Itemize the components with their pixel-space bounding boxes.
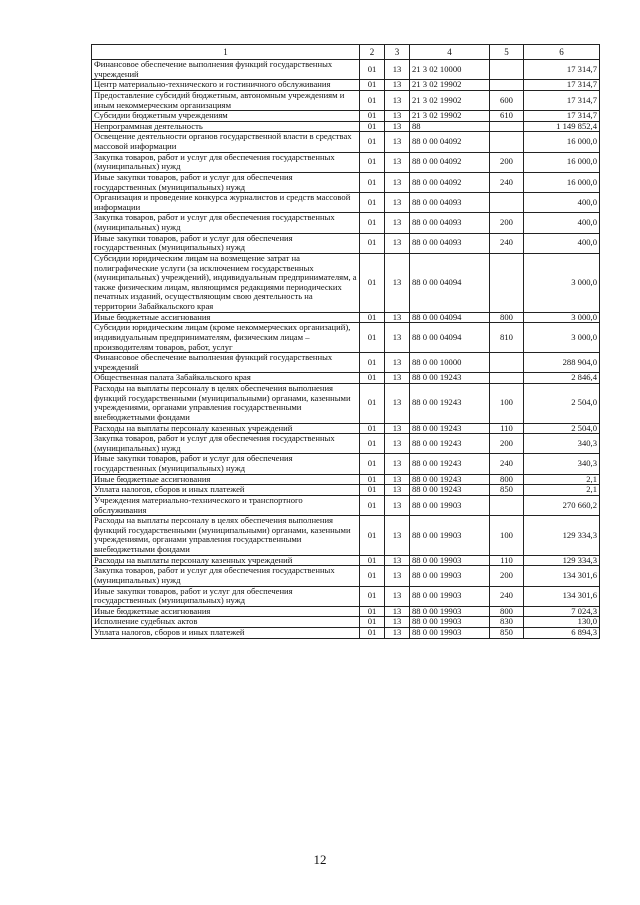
cell-target-article: 21 3 02 10000 — [410, 60, 490, 80]
table-row — [92, 172, 600, 192]
cell-subsection: 13 — [385, 628, 410, 639]
cell-amount: 340,3 — [524, 434, 600, 454]
cell-name: Закупка товаров, работ и услуг для обеспечения государственных (муниципальных) нужд — [92, 566, 360, 586]
cell-target-article: 88 0 00 19243 — [410, 423, 490, 434]
header-col-section: 2 — [360, 45, 385, 60]
cell-section: 01 — [360, 60, 385, 80]
cell-section: 01 — [360, 111, 385, 122]
cell-expense-type — [490, 253, 524, 312]
cell-name: Освещение деятельности органов государственной власти в средствах массовой информации — [92, 132, 360, 152]
cell-target-article: 88 0 00 19903 — [410, 617, 490, 628]
cell-target-article: 88 0 00 19243 — [410, 434, 490, 454]
cell-section: 01 — [360, 423, 385, 434]
cell-amount: 134 301,6 — [524, 586, 600, 606]
cell-amount: 129 334,3 — [524, 555, 600, 566]
cell-name: Субсидии юридическим лицам (кроме некоммерческих организаций), индивидуальным предпринимателям, физическим лицам – производителям товаров, работ, услуг — [92, 323, 360, 353]
cell-expense-type: 800 — [490, 606, 524, 617]
cell-amount: 2 504,0 — [524, 423, 600, 434]
cell-name: Иные бюджетные ассигнования — [92, 606, 360, 617]
cell-section: 01 — [360, 474, 385, 485]
cell-expense-type: 240 — [490, 172, 524, 192]
table-row — [92, 423, 600, 434]
cell-subsection: 13 — [385, 434, 410, 454]
cell-name: Непрограммная деятельность — [92, 121, 360, 132]
cell-section: 01 — [360, 90, 385, 110]
page-number: 12 — [313, 852, 327, 867]
cell-target-article: 88 0 00 19243 — [410, 373, 490, 384]
cell-expense-type: 850 — [490, 485, 524, 496]
cell-subsection: 13 — [385, 586, 410, 606]
cell-amount: 16 000,0 — [524, 152, 600, 172]
cell-expense-type: 200 — [490, 152, 524, 172]
cell-expense-type — [490, 121, 524, 132]
cell-name: Общественная палата Забайкальского края — [92, 373, 360, 384]
cell-subsection: 13 — [385, 111, 410, 122]
cell-subsection: 13 — [385, 193, 410, 213]
cell-subsection: 13 — [385, 566, 410, 586]
cell-name: Уплата налогов, сборов и иных платежей — [92, 485, 360, 496]
table-row — [92, 628, 600, 639]
cell-subsection: 13 — [385, 474, 410, 485]
cell-amount: 16 000,0 — [524, 132, 600, 152]
cell-amount: 2,1 — [524, 485, 600, 496]
table-row — [92, 111, 600, 122]
cell-amount: 6 894,3 — [524, 628, 600, 639]
cell-section: 01 — [360, 233, 385, 253]
table-row — [92, 60, 600, 80]
cell-subsection: 13 — [385, 373, 410, 384]
cell-subsection: 13 — [385, 312, 410, 323]
cell-section: 01 — [360, 121, 385, 132]
cell-target-article: 21 3 02 19902 — [410, 111, 490, 122]
cell-subsection: 13 — [385, 80, 410, 91]
table-row — [92, 193, 600, 213]
cell-expense-type: 240 — [490, 586, 524, 606]
cell-expense-type: 110 — [490, 423, 524, 434]
cell-name: Закупка товаров, работ и услуг для обеспечения государственных (муниципальных) нужд — [92, 213, 360, 233]
cell-expense-type — [490, 60, 524, 80]
cell-expense-type: 610 — [490, 111, 524, 122]
cell-name: Иные бюджетные ассигнования — [92, 474, 360, 485]
cell-amount: 400,0 — [524, 213, 600, 233]
cell-target-article: 88 0 00 19243 — [410, 454, 490, 474]
cell-section: 01 — [360, 617, 385, 628]
table-row — [92, 606, 600, 617]
cell-name: Закупка товаров, работ и услуг для обеспечения государственных (муниципальных) нужд — [92, 434, 360, 454]
cell-section: 01 — [360, 323, 385, 353]
cell-section: 01 — [360, 495, 385, 515]
cell-subsection: 13 — [385, 213, 410, 233]
cell-name: Иные закупки товаров, работ и услуг для обеспечения государственных (муниципальных) нужд — [92, 454, 360, 474]
cell-amount: 288 904,0 — [524, 353, 600, 373]
cell-amount: 17 314,7 — [524, 111, 600, 122]
table-row — [92, 434, 600, 454]
cell-subsection: 13 — [385, 121, 410, 132]
cell-amount: 134 301,6 — [524, 566, 600, 586]
header-col-name: 1 — [92, 45, 360, 60]
cell-section: 01 — [360, 353, 385, 373]
cell-amount: 17 314,7 — [524, 80, 600, 91]
table-row — [92, 566, 600, 586]
cell-name: Центр материально-технического и гостиничного обслуживания — [92, 80, 360, 91]
cell-name: Закупка товаров, работ и услуг для обеспечения государственных (муниципальных) нужд — [92, 152, 360, 172]
table-row — [92, 353, 600, 373]
cell-name: Расходы на выплаты персоналу казенных учреждений — [92, 423, 360, 434]
cell-amount: 2 504,0 — [524, 384, 600, 424]
cell-expense-type: 240 — [490, 233, 524, 253]
cell-target-article: 88 0 00 19903 — [410, 628, 490, 639]
cell-target-article: 88 0 00 04093 — [410, 213, 490, 233]
cell-expense-type — [490, 495, 524, 515]
cell-subsection: 13 — [385, 555, 410, 566]
cell-target-article: 88 0 00 19903 — [410, 566, 490, 586]
cell-expense-type: 110 — [490, 555, 524, 566]
cell-amount: 400,0 — [524, 233, 600, 253]
cell-subsection: 13 — [385, 423, 410, 434]
cell-section: 01 — [360, 516, 385, 556]
table-row — [92, 323, 600, 353]
cell-name: Финансовое обеспечение выполнения функций государственных учреждений — [92, 353, 360, 373]
header-col-expense-type: 5 — [490, 45, 524, 60]
cell-amount: 3 000,0 — [524, 253, 600, 312]
cell-section: 01 — [360, 80, 385, 91]
cell-expense-type: 200 — [490, 434, 524, 454]
table-body — [92, 60, 600, 639]
cell-target-article: 21 3 02 19902 — [410, 90, 490, 110]
table-row — [92, 90, 600, 110]
header-col-amount: 6 — [524, 45, 600, 60]
cell-name: Иные закупки товаров, работ и услуг для обеспечения государственных (муниципальных) нужд — [92, 233, 360, 253]
table-row — [92, 555, 600, 566]
cell-expense-type: 600 — [490, 90, 524, 110]
cell-section: 01 — [360, 485, 385, 496]
cell-target-article: 88 0 00 04092 — [410, 172, 490, 192]
cell-subsection: 13 — [385, 516, 410, 556]
cell-name: Расходы на выплаты персоналу казенных учреждений — [92, 555, 360, 566]
cell-subsection: 13 — [385, 132, 410, 152]
cell-section: 01 — [360, 606, 385, 617]
table-row — [92, 80, 600, 91]
cell-subsection: 13 — [385, 152, 410, 172]
cell-target-article: 88 0 00 19903 — [410, 586, 490, 606]
cell-amount: 340,3 — [524, 454, 600, 474]
cell-amount: 17 314,7 — [524, 60, 600, 80]
cell-name: Исполнение судебных актов — [92, 617, 360, 628]
cell-expense-type — [490, 80, 524, 91]
table-row — [92, 516, 600, 556]
cell-expense-type — [490, 132, 524, 152]
cell-amount: 129 334,3 — [524, 516, 600, 556]
cell-section: 01 — [360, 312, 385, 323]
cell-expense-type: 100 — [490, 516, 524, 556]
cell-section: 01 — [360, 172, 385, 192]
table-row — [92, 373, 600, 384]
cell-expense-type: 800 — [490, 474, 524, 485]
cell-amount: 2 846,4 — [524, 373, 600, 384]
table-row — [92, 384, 600, 424]
table-row — [92, 495, 600, 515]
header-row — [92, 45, 600, 60]
cell-target-article: 88 0 00 19243 — [410, 384, 490, 424]
cell-section: 01 — [360, 434, 385, 454]
header-col-subsection: 3 — [385, 45, 410, 60]
cell-amount: 16 000,0 — [524, 172, 600, 192]
cell-target-article: 88 0 00 19903 — [410, 495, 490, 515]
cell-target-article: 88 0 00 19903 — [410, 516, 490, 556]
cell-expense-type — [490, 193, 524, 213]
cell-target-article: 88 0 00 04094 — [410, 312, 490, 323]
cell-amount: 400,0 — [524, 193, 600, 213]
table-row — [92, 312, 600, 323]
cell-amount: 130,0 — [524, 617, 600, 628]
cell-name: Финансовое обеспечение выполнения функций государственных учреждений — [92, 60, 360, 80]
cell-target-article: 88 0 00 19903 — [410, 555, 490, 566]
cell-target-article: 88 0 00 04094 — [410, 323, 490, 353]
cell-target-article: 88 0 00 04093 — [410, 233, 490, 253]
table-row — [92, 152, 600, 172]
table-row — [92, 617, 600, 628]
cell-name: Расходы на выплаты персоналу в целях обеспечения выполнения функций государственными (муниципальными) органами, казенными учреждениями, органами управления государственными внебюджетными фондами — [92, 384, 360, 424]
cell-section: 01 — [360, 628, 385, 639]
table-row — [92, 485, 600, 496]
cell-expense-type: 830 — [490, 617, 524, 628]
cell-subsection: 13 — [385, 233, 410, 253]
header-col-target-article: 4 — [410, 45, 490, 60]
budget-table — [91, 44, 600, 639]
cell-target-article: 88 — [410, 121, 490, 132]
cell-subsection: 13 — [385, 90, 410, 110]
table-row — [92, 213, 600, 233]
cell-amount: 270 660,2 — [524, 495, 600, 515]
cell-subsection: 13 — [385, 495, 410, 515]
cell-subsection: 13 — [385, 606, 410, 617]
cell-amount: 7 024,3 — [524, 606, 600, 617]
table-header — [92, 45, 600, 60]
cell-section: 01 — [360, 566, 385, 586]
cell-subsection: 13 — [385, 617, 410, 628]
cell-name: Иные бюджетные ассигнования — [92, 312, 360, 323]
cell-amount: 2,1 — [524, 474, 600, 485]
cell-subsection: 13 — [385, 485, 410, 496]
cell-name: Организация и проведение конкурса журналистов и средств массовой информации — [92, 193, 360, 213]
cell-target-article: 88 0 00 19903 — [410, 606, 490, 617]
cell-expense-type: 100 — [490, 384, 524, 424]
cell-expense-type: 240 — [490, 454, 524, 474]
cell-section: 01 — [360, 586, 385, 606]
cell-target-article: 88 0 00 04092 — [410, 152, 490, 172]
cell-target-article: 88 0 00 10000 — [410, 353, 490, 373]
cell-subsection: 13 — [385, 253, 410, 312]
cell-target-article: 88 0 00 04094 — [410, 253, 490, 312]
cell-subsection: 13 — [385, 60, 410, 80]
cell-name: Расходы на выплаты персоналу в целях обеспечения выполнения функций государственными (муниципальными) органами, казенными учреждениями, органами управления государственными внебюджетными фондами — [92, 516, 360, 556]
cell-section: 01 — [360, 213, 385, 233]
cell-section: 01 — [360, 454, 385, 474]
cell-expense-type — [490, 353, 524, 373]
cell-section: 01 — [360, 152, 385, 172]
cell-expense-type — [490, 373, 524, 384]
cell-name: Иные закупки товаров, работ и услуг для обеспечения государственных (муниципальных) нужд — [92, 586, 360, 606]
cell-target-article: 21 3 02 19902 — [410, 80, 490, 91]
cell-name: Уплата налогов, сборов и иных платежей — [92, 628, 360, 639]
cell-section: 01 — [360, 253, 385, 312]
table-row — [92, 454, 600, 474]
cell-amount: 1 149 852,4 — [524, 121, 600, 132]
cell-target-article: 88 0 00 19243 — [410, 474, 490, 485]
table-row — [92, 233, 600, 253]
cell-expense-type: 810 — [490, 323, 524, 353]
cell-amount: 3 000,0 — [524, 312, 600, 323]
cell-expense-type: 200 — [490, 566, 524, 586]
cell-section: 01 — [360, 555, 385, 566]
cell-name: Субсидии юридическим лицам на возмещение затрат на полиграфические услуги (за исключением государственных (муниципальных) учреждений), индивидуальным предпринимателям, а также физическим лицам, являющимся редакциями периодических печатных изданий, осуществляющим свою деятельность на территории Забайкальского края — [92, 253, 360, 312]
cell-section: 01 — [360, 132, 385, 152]
cell-section: 01 — [360, 373, 385, 384]
cell-expense-type: 850 — [490, 628, 524, 639]
cell-name: Субсидии бюджетным учреждениям — [92, 111, 360, 122]
table-row — [92, 132, 600, 152]
cell-subsection: 13 — [385, 454, 410, 474]
cell-section: 01 — [360, 193, 385, 213]
cell-name: Учреждения материально-технического и транспортного обслуживания — [92, 495, 360, 515]
table-row — [92, 474, 600, 485]
cell-subsection: 13 — [385, 172, 410, 192]
cell-name: Предоставление субсидий бюджетным, автономным учреждениям и иным некоммерческим организациям — [92, 90, 360, 110]
table-row — [92, 586, 600, 606]
cell-section: 01 — [360, 384, 385, 424]
table-row — [92, 253, 600, 312]
cell-subsection: 13 — [385, 323, 410, 353]
cell-subsection: 13 — [385, 384, 410, 424]
table-row — [92, 121, 600, 132]
cell-amount: 3 000,0 — [524, 323, 600, 353]
cell-target-article: 88 0 00 04092 — [410, 132, 490, 152]
cell-name: Иные закупки товаров, работ и услуг для обеспечения государственных (муниципальных) нужд — [92, 172, 360, 192]
cell-target-article: 88 0 00 19243 — [410, 485, 490, 496]
cell-expense-type: 200 — [490, 213, 524, 233]
cell-expense-type: 800 — [490, 312, 524, 323]
cell-target-article: 88 0 00 04093 — [410, 193, 490, 213]
cell-amount: 17 314,7 — [524, 90, 600, 110]
cell-subsection: 13 — [385, 353, 410, 373]
